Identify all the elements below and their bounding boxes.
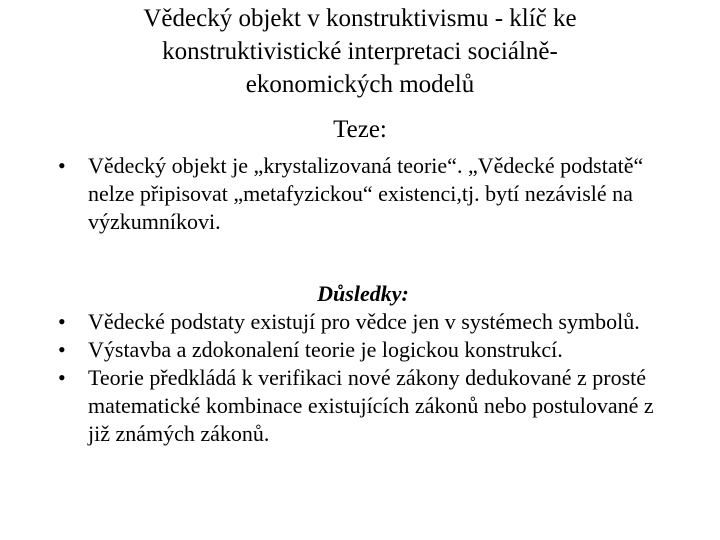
bullet-text: Teorie předkládá k verifikaci nové zákony dedukované z prosté matematické kombinace existujících zákonů nebo postulované z již známých zákonů. xyxy=(88,365,654,446)
subtitle-teze: Teze: xyxy=(333,116,387,143)
consequences-section xyxy=(58,280,658,448)
list-item xyxy=(58,364,658,448)
list-item xyxy=(58,336,658,364)
slide-title xyxy=(70,2,650,101)
bullet-text: Vědecké podstaty existují pro vědce jen v systémech symbolů. xyxy=(88,309,640,334)
title-line: ekonomických modelů xyxy=(245,71,475,98)
bullet-text: Výstavba a zdokonalení teorie je logickou konstrukcí. xyxy=(88,337,563,362)
bullet-icon: • xyxy=(58,365,66,390)
bullet-icon: • xyxy=(58,309,66,334)
bullet-icon: • xyxy=(58,337,66,362)
thesis-list xyxy=(58,152,658,236)
bullet-icon: • xyxy=(58,153,66,178)
list-item xyxy=(58,152,658,236)
list-item xyxy=(58,308,658,336)
title-line: Vědecký objekt v konstruktivismu - klíč ke xyxy=(143,5,577,32)
title-line: konstruktivistické interpretaci sociálně- xyxy=(162,38,558,65)
bullet-text: Vědecký objekt je „krystalizovaná teorie“. „Vědecké podstatě“ nelze připisovat „metafyzickou“ existenci,tj. bytí nezávislé na výzkumníkovi. xyxy=(88,153,644,234)
consequences-heading: Důsledky: xyxy=(317,281,409,306)
